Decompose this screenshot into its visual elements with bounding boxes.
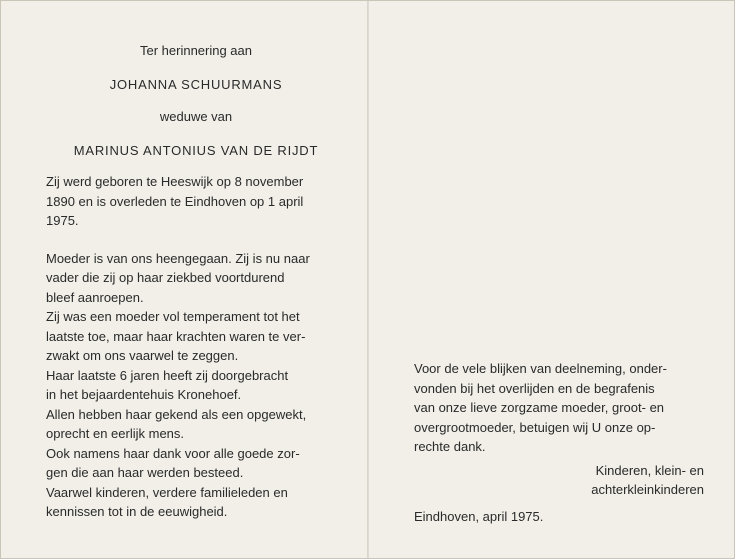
text-line: gen die aan haar werden besteed. [46, 465, 244, 480]
memorial-text [46, 249, 346, 522]
text-line: Ook namens haar dank voor alle goede zor- [46, 445, 300, 461]
text-line: achterkleinkinderen [591, 482, 704, 497]
text-line: Voor de vele blijken van deelneming, onder- [414, 361, 667, 376]
left-panel [46, 41, 346, 522]
text-line: zwakt om ons vaarwel te zeggen. [46, 348, 239, 363]
deceased-name: JOHANNA SCHUURMANS [109, 76, 283, 92]
text-line: Moeder is van ons heengegaan. Zij is nu naar [46, 250, 310, 266]
text-line: rechte dank. [414, 439, 486, 454]
signature-block [414, 461, 704, 500]
text-line: Allen hebben haar gekend als een opgewekt, [46, 406, 307, 422]
text-line: Zij werd geboren te Heeswijk op 8 november [46, 174, 304, 189]
text-line: laatste toe, maar haar krachten waren te ver- [46, 328, 306, 344]
text-line: Haar laatste 6 jaren heeft zij doorgebracht [46, 367, 289, 383]
text-line: bleef aanroepen. [46, 289, 144, 305]
text-line: vonden bij het overlijden en de begrafenis [414, 380, 655, 396]
text-line: in het bejaardentehuis Kronehoef. [46, 387, 242, 402]
spouse-name: MARINUS ANTONIUS VAN DE RIJDT [73, 142, 319, 158]
right-panel [414, 359, 704, 526]
card-fold [367, 1, 369, 559]
text-line: 1890 en is overleden te Eindhoven op 1 april [46, 193, 304, 209]
text-line: Kinderen, klein- en [595, 462, 704, 478]
text-line: oprecht en eerlijk mens. [46, 426, 185, 441]
birth-death-paragraph [46, 172, 346, 231]
text-line: van onze lieve zorgzame moeder, groot- en [414, 400, 665, 415]
text-line: vader die zij op haar ziekbed voortdurend [46, 270, 285, 285]
text-line: overgrootmoeder, betuigen wij U onze op- [414, 419, 656, 435]
text-line: Vaarwel kinderen, verdere familieleden en [46, 484, 288, 500]
text-line: Zij was een moeder vol temperament tot het [46, 309, 300, 324]
text-line: kennissen tot in de eeuwigheid. [46, 504, 228, 519]
relation-text: weduwe van [159, 109, 233, 124]
intro-text: Ter herinnering aan [139, 43, 253, 58]
place-date: Eindhoven, april 1975. [414, 508, 544, 524]
text-line: 1975. [46, 213, 79, 228]
thanks-paragraph [414, 359, 704, 457]
